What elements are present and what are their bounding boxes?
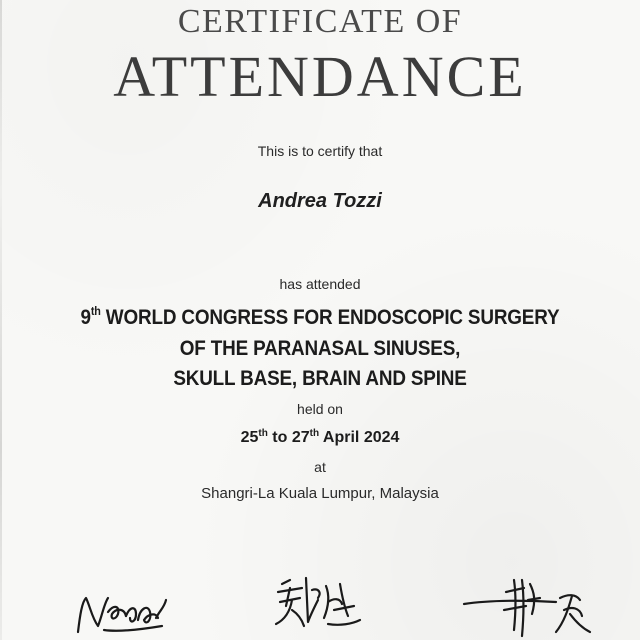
dates-connector: to <box>267 429 292 446</box>
event-title-line-1-text: WORLD CONGRESS FOR ENDOSCOPIC SURGERY <box>100 306 560 329</box>
month-year: April 2024 <box>319 429 400 446</box>
attended-text: has attended <box>279 276 361 292</box>
intro-text: This is to certify that <box>257 143 383 159</box>
signature-center <box>268 566 368 640</box>
recipient-name: Andrea Tozzi <box>258 190 382 212</box>
end-day: 27 <box>291 429 310 446</box>
event-dates <box>0 427 640 449</box>
end-day-suffix: th <box>309 428 320 439</box>
venue-text: Shangri-La Kuala Lumpur, Malaysia <box>201 485 439 502</box>
certificate-title: ATTENDANCE <box>113 44 527 109</box>
event-title-line-2: OF THE PARANASAL SINUSES, <box>179 337 461 360</box>
start-day-suffix: th <box>258 428 268 439</box>
event-title-line-1 <box>32 305 608 331</box>
event-title-line-3: SKULL BASE, BRAIN AND SPINE <box>173 367 467 390</box>
signature-right <box>460 570 620 640</box>
event-ordinal-number: 9 <box>80 306 91 329</box>
start-day: 25 <box>240 429 259 446</box>
signature-left <box>68 560 178 640</box>
event-ordinal-suffix: th <box>90 304 101 318</box>
certificate-heading: CERTIFICATE OF <box>177 3 463 40</box>
at-text: at <box>314 459 326 475</box>
signatures-row <box>0 560 640 640</box>
held-on-text: held on <box>297 401 343 417</box>
